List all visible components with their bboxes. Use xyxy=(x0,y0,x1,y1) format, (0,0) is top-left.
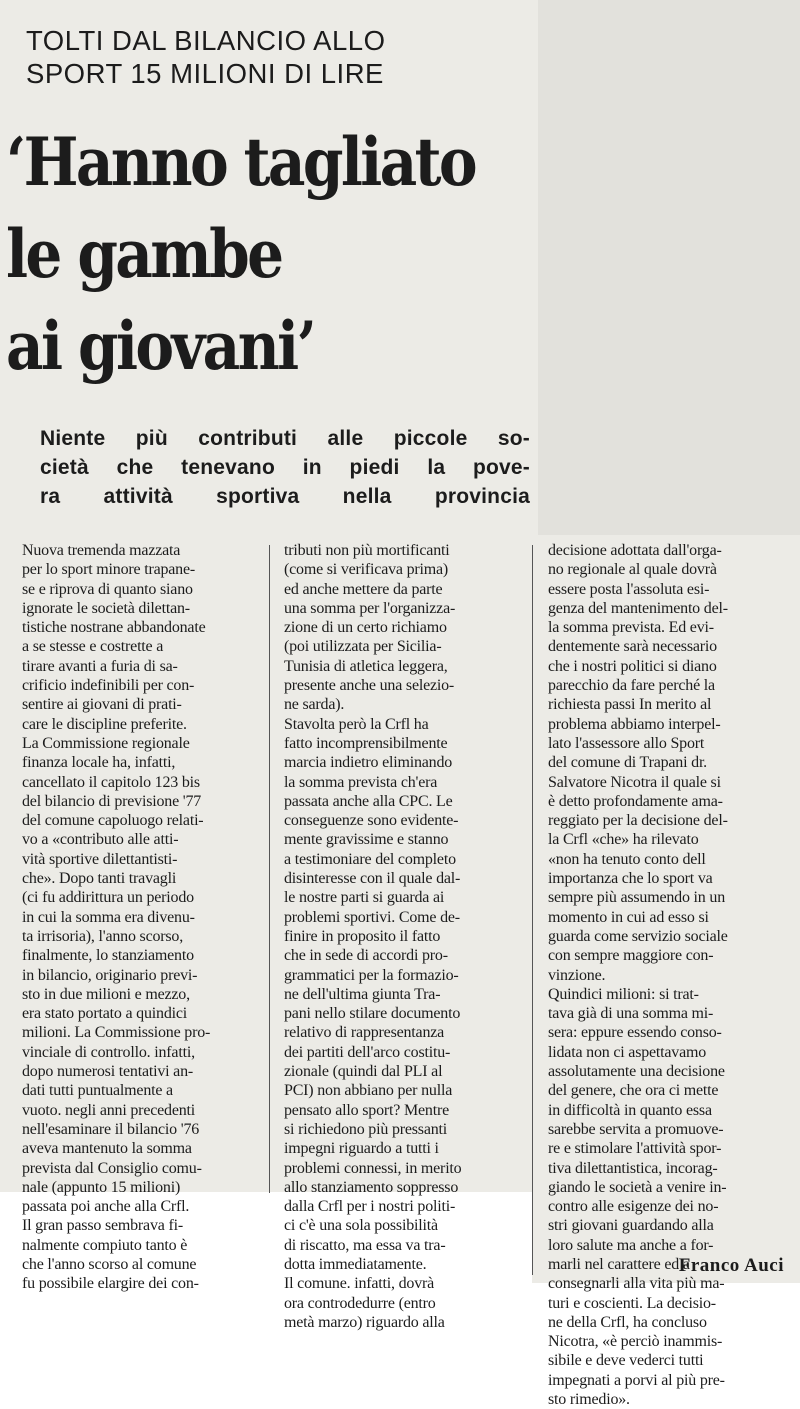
body-text-line: presente anche una selezio- xyxy=(284,677,455,695)
body-text-line: La Commissione regionale xyxy=(22,734,190,752)
body-text-line: prevista dal Consiglio comu- xyxy=(22,1159,202,1177)
body-text-line: di riscatto, ma essa va tra- xyxy=(284,1236,446,1254)
body-text-line: (ci fu addirittura un periodo xyxy=(22,889,194,907)
body-text-line: la somma prevista ch'era xyxy=(284,773,438,791)
body-text-line: tributi non più mortificanti xyxy=(284,542,450,559)
body-text-line: che i nostri politici si diano xyxy=(548,657,717,675)
body-text-line: dentemente sarà necessario xyxy=(548,638,717,656)
body-text-line: tirare avanti a furia di sa- xyxy=(22,657,178,675)
body-text-line: loro salute ma anche a for- xyxy=(548,1236,714,1254)
body-text-line: a testimoniare del completo xyxy=(284,850,456,868)
body-text-line: Stavolta però la Crfl ha xyxy=(284,715,429,733)
body-text-line: fatto incomprensibilmente xyxy=(284,734,448,752)
kicker-line: SPORT 15 MILIONI DI LIRE xyxy=(26,58,384,89)
body-text-line: in cui la somma era divenu- xyxy=(22,908,195,926)
body-text-line: del genere, che ora ci mette xyxy=(548,1082,719,1100)
body-column-3 xyxy=(548,541,796,1409)
body-text-line: parecchio da fare perché la xyxy=(548,677,715,695)
body-text-line: marli nel carattere ed a xyxy=(548,1255,690,1273)
body-text-line: ed anche mettere da parte xyxy=(284,580,443,598)
body-text-line: sibile e deve vederci tutti xyxy=(548,1352,704,1370)
body-text-line: giando le società a venire in- xyxy=(548,1178,727,1196)
body-text-line: impegnati a porvi al più pre- xyxy=(548,1371,725,1389)
body-text-line: ci c'è una sola possibilità xyxy=(284,1217,438,1235)
body-text-line: tistiche nostrane abbandonate xyxy=(22,619,206,637)
body-text-line: una somma per l'organizza- xyxy=(284,599,456,617)
body-text-line: PCI) non abbiano per nulla xyxy=(284,1082,453,1100)
headline-line: ‘Hanno tagliato xyxy=(6,123,475,201)
body-text-line: mente gravissime e stanno xyxy=(284,831,449,849)
body-text-line: si richiedono più pressanti xyxy=(284,1120,448,1138)
body-text-line: milioni. La Commissione pro- xyxy=(22,1024,211,1042)
body-text-line: lato l'assessore allo Sport xyxy=(548,734,705,752)
body-text-line: essere posta l'assoluta esi- xyxy=(548,580,710,598)
body-text-line: marcia indietro eliminando xyxy=(284,754,453,772)
body-text-line: fu possibile elargire dei con- xyxy=(22,1275,199,1293)
deck-line: Niente più contributi alle piccole so- xyxy=(40,427,530,450)
body-text-line: Nicotra, «è perciò inammis- xyxy=(548,1333,723,1351)
column-rule xyxy=(532,545,533,1275)
body-text-line: dati tutti puntualmente a xyxy=(22,1082,173,1100)
body-text-line: dopo numerosi tentativi an- xyxy=(22,1063,194,1081)
body-text-line: consegnarli alla vita più ma- xyxy=(548,1275,725,1293)
body-text-line: tava già di una somma mi- xyxy=(548,1005,714,1023)
body-text-line: finire in proposito il fatto xyxy=(284,927,441,945)
body-text-line: con sempre maggiore con- xyxy=(548,947,714,965)
body-text-line: ora controdedurre (entro xyxy=(284,1294,436,1312)
body-text-line: decisione adottata dall'orga- xyxy=(548,542,722,559)
body-text-line: ne della Crfl, ha concluso xyxy=(548,1313,707,1331)
body-text-line: dei partiti dell'arco costitu- xyxy=(284,1043,451,1061)
body-column-2 xyxy=(284,541,526,1332)
body-text-line: allo stanziamento soppresso xyxy=(284,1178,459,1196)
body-text-line: disinteresse con il quale dal- xyxy=(284,870,461,888)
deck-line: cietà che tenevano in piedi la pove- xyxy=(40,456,530,479)
body-text-line: passata poi anche alla Crfl. xyxy=(22,1198,190,1216)
body-text-line: sera: eppure essendo conso- xyxy=(548,1024,722,1042)
body-text-line: Tunisia di atletica leggera, xyxy=(284,657,448,675)
kicker-line: TOLTI DAL BILANCIO ALLO xyxy=(26,25,386,56)
body-text-line: cancellato il capitolo 123 bis xyxy=(22,773,200,791)
body-text-line: pensato allo sport? Mentre xyxy=(284,1101,449,1119)
body-text-line: re e stimolare l'attività spor- xyxy=(548,1140,722,1158)
body-text-line: reggiato per la decisione del- xyxy=(548,812,728,830)
body-text-line: le nostre parti si guarda ai xyxy=(284,889,445,907)
body-text-line: sto rimedio». xyxy=(548,1391,630,1409)
body-text-line: richiesta passi In merito al xyxy=(548,696,712,714)
body-text-line: guarda come servizio sociale xyxy=(548,927,728,945)
column-rule xyxy=(269,545,270,1193)
body-text-line: Il gran passo sembrava fi- xyxy=(22,1217,183,1235)
headline xyxy=(6,116,474,392)
body-text-line: vità sportive dilettantisti- xyxy=(22,850,178,868)
headline-line: ai giovani’ xyxy=(6,307,315,385)
body-text-line: impegni riguardo a tutti i xyxy=(284,1140,439,1158)
body-text-line: problemi sportivi. Come de- xyxy=(284,908,460,926)
body-text-line: contro alle esigenze dei no- xyxy=(548,1198,719,1216)
body-text-line: (poi utilizzata per Sicilia- xyxy=(284,638,442,656)
body-text-line: Nuova tremenda mazzata xyxy=(22,542,181,559)
body-text-line: vuoto. negli anni precedenti xyxy=(22,1101,196,1119)
body-text-line: è detto profondamente ama- xyxy=(548,792,723,810)
body-text-line: Il comune. infatti, dovrà xyxy=(284,1275,435,1293)
adjacent-article-fragment xyxy=(538,0,800,540)
body-text-line: stri giovani guardando alla xyxy=(548,1217,714,1235)
body-text-line: la somma prevista. Ed evi- xyxy=(548,619,714,637)
body-text-line: sto in due milioni e mezzo, xyxy=(22,985,190,1003)
headline-line: le gambe xyxy=(6,215,282,293)
body-text-line: vo a «contributo alle atti- xyxy=(22,831,179,849)
body-text-line: pani nello stilare documento xyxy=(284,1005,461,1023)
body-text-line: genza del mantenimento del- xyxy=(548,599,728,617)
body-text-line: che». Dopo tanti travagli xyxy=(22,870,177,888)
body-text-line: turi e coscienti. La decisio- xyxy=(548,1294,716,1312)
body-column-1 xyxy=(22,541,264,1294)
deck-line: ra attività sportiva nella provincia xyxy=(40,485,530,508)
body-text-line: ignorate le società dilettan- xyxy=(22,599,190,617)
body-text-line: lidata non ci aspettavamo xyxy=(548,1043,707,1061)
body-text-line: sempre più assumendo in un xyxy=(548,889,725,907)
body-text-line: era stato portato a quindici xyxy=(22,1005,188,1023)
body-text-line: conseguenze sono evidente- xyxy=(284,812,459,830)
body-text-line: (come si verificava prima) xyxy=(284,561,449,579)
body-text-line: che in sede di accordi pro- xyxy=(284,947,448,965)
body-text-line: «non ha tenuto conto dell xyxy=(548,850,706,868)
body-text-line: finanza locale ha, infatti, xyxy=(22,754,176,772)
body-text-line: zione di un certo richiamo xyxy=(284,619,447,637)
body-text-line: relativo di rappresentanza xyxy=(284,1024,445,1042)
body-text-line: care le discipline preferite. xyxy=(22,715,187,733)
body-text-line: passata anche alla CPC. Le xyxy=(284,792,453,810)
body-text-line: in difficoltà in quanto essa xyxy=(548,1101,712,1119)
body-text-line: se e riprova di quanto siano xyxy=(22,580,193,598)
body-text-line: la Crfl «che» ha rilevato xyxy=(548,831,699,849)
body-text-line: vinzione. xyxy=(548,966,606,984)
deck xyxy=(40,424,530,511)
body-text-line: sarebbe servita a promuove- xyxy=(548,1120,724,1138)
body-text-line: ne dell'ultima giunta Tra- xyxy=(284,985,441,1003)
body-text-line: grammatici per la formazio- xyxy=(284,966,459,984)
body-text-line: assolutamente una decisione xyxy=(548,1063,725,1081)
body-text-line: dotta immediatamente. xyxy=(284,1255,427,1273)
body-text-line: sentire ai giovani di prati- xyxy=(22,696,182,714)
body-text-line: importanza che lo sport va xyxy=(548,870,713,888)
body-text-line: zionale (quindi dal PLI al xyxy=(284,1063,443,1081)
body-text-line: nell'esaminare il bilancio '76 xyxy=(22,1120,200,1138)
body-text-line: nalmente compiuto tanto è xyxy=(22,1236,188,1254)
body-text-line: in bilancio, originario previ- xyxy=(22,966,198,984)
body-text-line: momento in cui ad esso si xyxy=(548,908,709,926)
body-text-line: nale (appunto 15 milioni) xyxy=(22,1178,181,1196)
body-text-line: del bilancio di previsione '77 xyxy=(22,792,202,810)
body-text-line: per lo sport minore trapane- xyxy=(22,561,196,579)
body-text-line: finalmente, lo stanziamento xyxy=(22,947,194,965)
body-text-line: dalla Crfl per i nostri politi- xyxy=(284,1198,456,1216)
body-text-line: aveva mantenuto la somma xyxy=(22,1140,192,1158)
kicker xyxy=(26,24,526,90)
body-text-line: a se stesse e costrette a xyxy=(22,638,164,656)
body-text-line: tiva dilettantistica, incorag- xyxy=(548,1159,718,1177)
body-text-line: del comune capoluogo relati- xyxy=(22,812,204,830)
body-text-line: problema abbiamo interpel- xyxy=(548,715,721,733)
body-text-line: ta irrisoria), l'anno scorso, xyxy=(22,927,184,945)
author-signature: Franco Auci xyxy=(678,1255,784,1276)
body-text-line: crificio indefinibili per con- xyxy=(22,677,195,695)
body-text-line: che l'anno scorso al comune xyxy=(22,1255,197,1273)
body-text-line: del comune di Trapani dr. xyxy=(548,754,707,772)
body-text-line: problemi connessi, in merito xyxy=(284,1159,462,1177)
body-text-line: Quindici milioni: si trat- xyxy=(548,985,699,1003)
body-text-line: no regionale al quale dovrà xyxy=(548,561,717,579)
body-text-line: metà marzo) riguardo alla xyxy=(284,1313,445,1331)
body-text-line: Salvatore Nicotra il quale si xyxy=(548,773,721,791)
body-text-line: ne sarda). xyxy=(284,696,345,714)
body-text-line: vinciale di controllo. infatti, xyxy=(22,1043,195,1061)
